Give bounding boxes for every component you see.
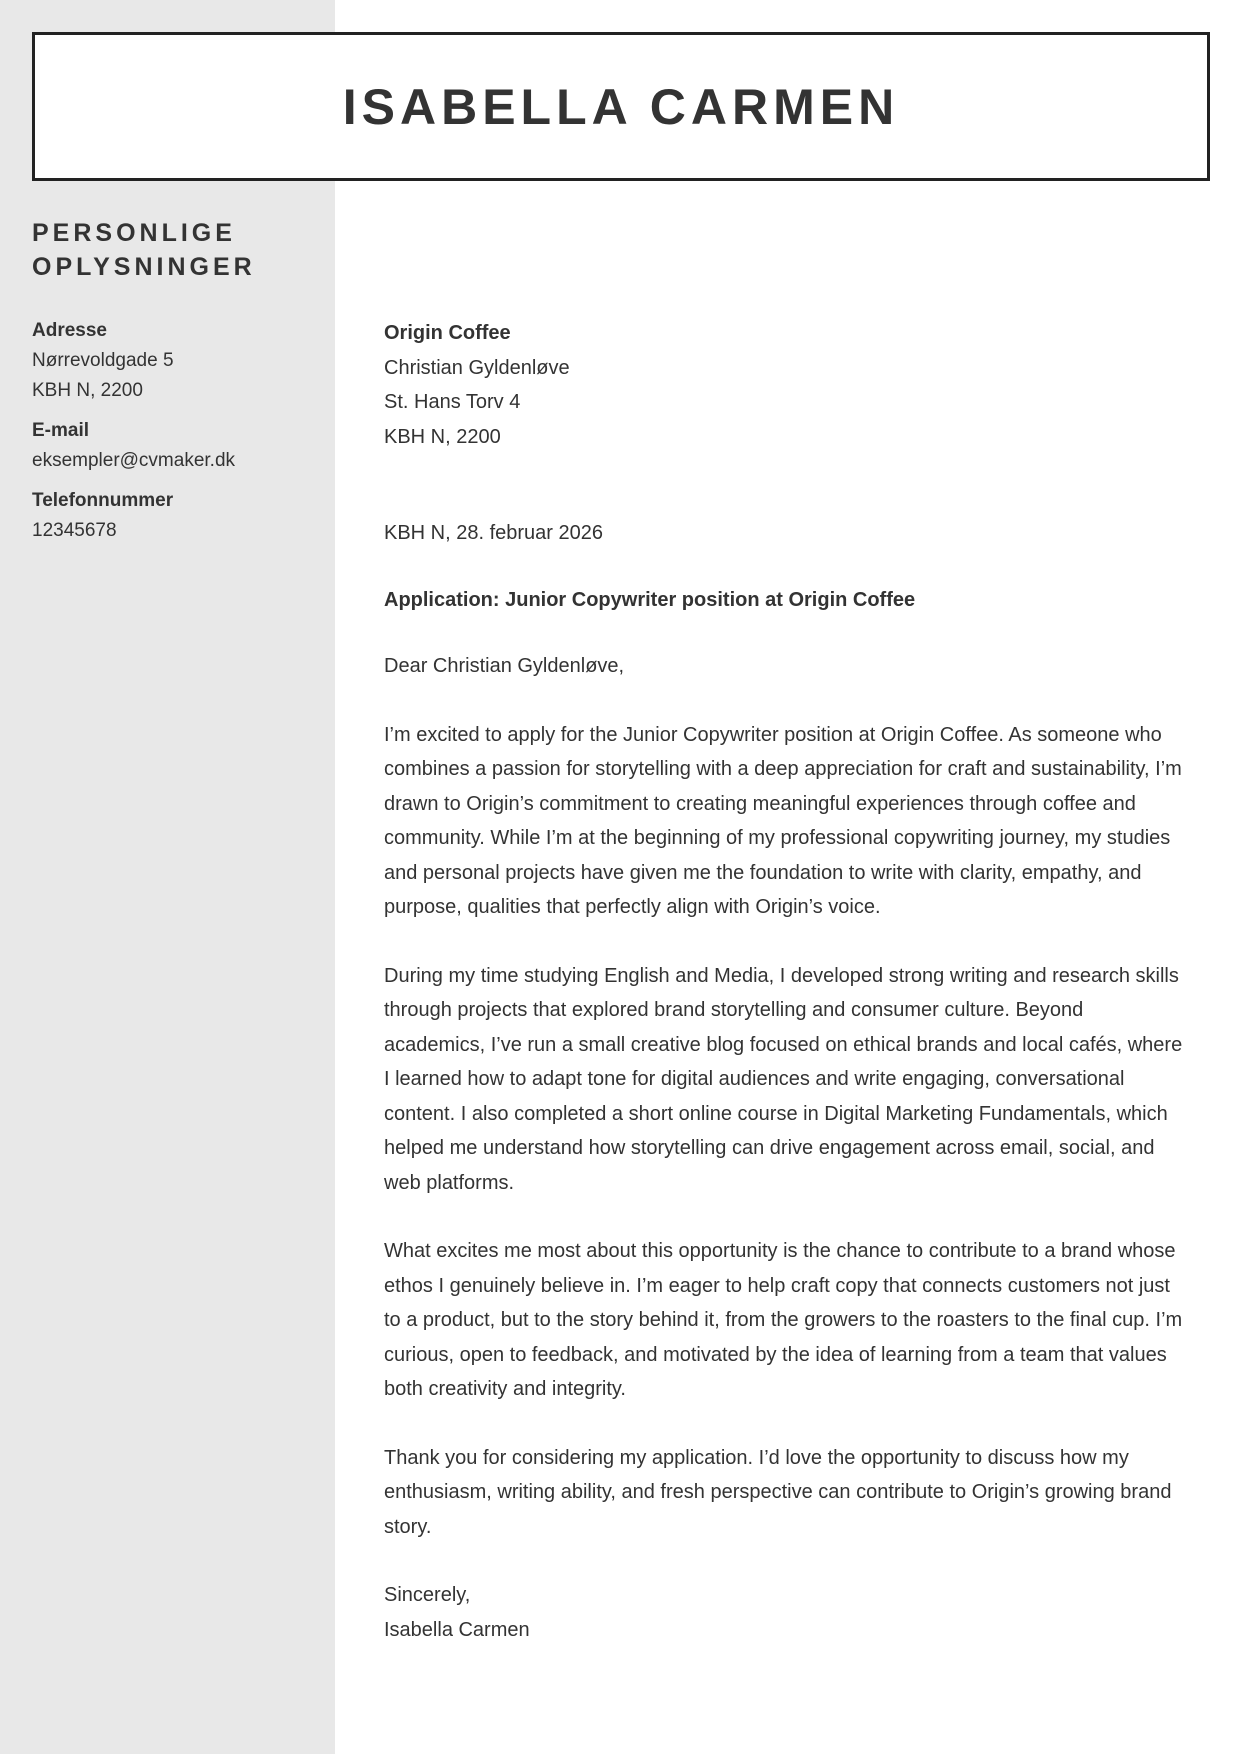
letter-paragraph-2: During my time studying English and Media, I developed strong writing and research skills through projects that explored brand storytelling and consumer culture. Beyond academics, I’ve run a small creative blog focused on ethical brands and local cafés, where I learned how to adapt tone for digital audiences and write engaging, conversational content. I also completed a short online course in Digital Marketing Fundamentals, which helped me understand how storytelling can drive engagement across email, social, and web platforms.: [384, 964, 1183, 1194]
email-group: [32, 416, 322, 476]
recipient-block: [384, 316, 1184, 454]
address-label: Adresse: [32, 320, 107, 341]
letter-greeting: Dear Christian Gyldenløve,: [384, 655, 625, 677]
recipient-company: Origin Coffee: [384, 322, 511, 344]
letter-signature: Isabella Carmen: [384, 1618, 530, 1641]
personal-info-heading: [32, 216, 322, 284]
phone-label: Telefonnummer: [32, 490, 174, 511]
letter-closing: Sincerely,: [384, 1584, 471, 1606]
address-line2: KBH N, 2200: [32, 380, 143, 401]
letter-paragraph-1: I’m excited to apply for the Junior Copywriter position at Origin Coffee. As someone who combines a passion for storytelling with a deep appreciation for craft and sustainability, I’m drawn to Origin’s commitment to creating meaningful experiences through coffee and community. While I’m at the beginning of my professional copywriting journey, my studies and personal projects have given me the foundation to write with clarity, empathy, and purpose, qualities that perfectly align with Origin’s voice.: [384, 723, 1182, 918]
recipient-person: Christian Gyldenløve: [384, 356, 570, 379]
name-header: [32, 32, 1210, 181]
applicant-name: ISABELLA CARMEN: [342, 78, 900, 135]
email-value: eksempler@cvmaker.dk: [32, 450, 236, 471]
letter-date: KBH N, 28. februar 2026: [384, 522, 604, 544]
personal-info-heading-line1: PERSONLIGE: [32, 219, 236, 247]
personal-info: [32, 316, 322, 546]
letter-paragraph-3: What excites me most about this opportunity is the chance to contribute to a brand whose ethos I genuinely believe in. I’m eager to help craft copy that connects customers not just to a product, but to the story behind it, from the growers to the roasters to the final cup. I’m curious, open to feedback, and motivated by the idea of learning from a team that values both creativity and integrity.: [384, 1240, 1183, 1400]
letter-subject: Application: Junior Copywriter position at Origin Coffee: [384, 588, 916, 611]
letter-body: [384, 316, 1184, 1647]
personal-info-heading-line2: OPLYSNINGER: [32, 253, 256, 281]
email-label: E-mail: [32, 420, 90, 441]
recipient-city: KBH N, 2200: [384, 425, 501, 448]
phone-group: [32, 486, 322, 546]
address-group: [32, 316, 322, 406]
address-line1: Nørrevoldgade 5: [32, 350, 174, 371]
letter-paragraph-4: Thank you for considering my application. I’d love the opportunity to discuss how my enthusiasm, writing ability, and fresh perspective can contribute to Origin’s growing brand story.: [384, 1446, 1172, 1538]
phone-value: 12345678: [32, 520, 117, 541]
recipient-street: St. Hans Torv 4: [384, 391, 521, 413]
